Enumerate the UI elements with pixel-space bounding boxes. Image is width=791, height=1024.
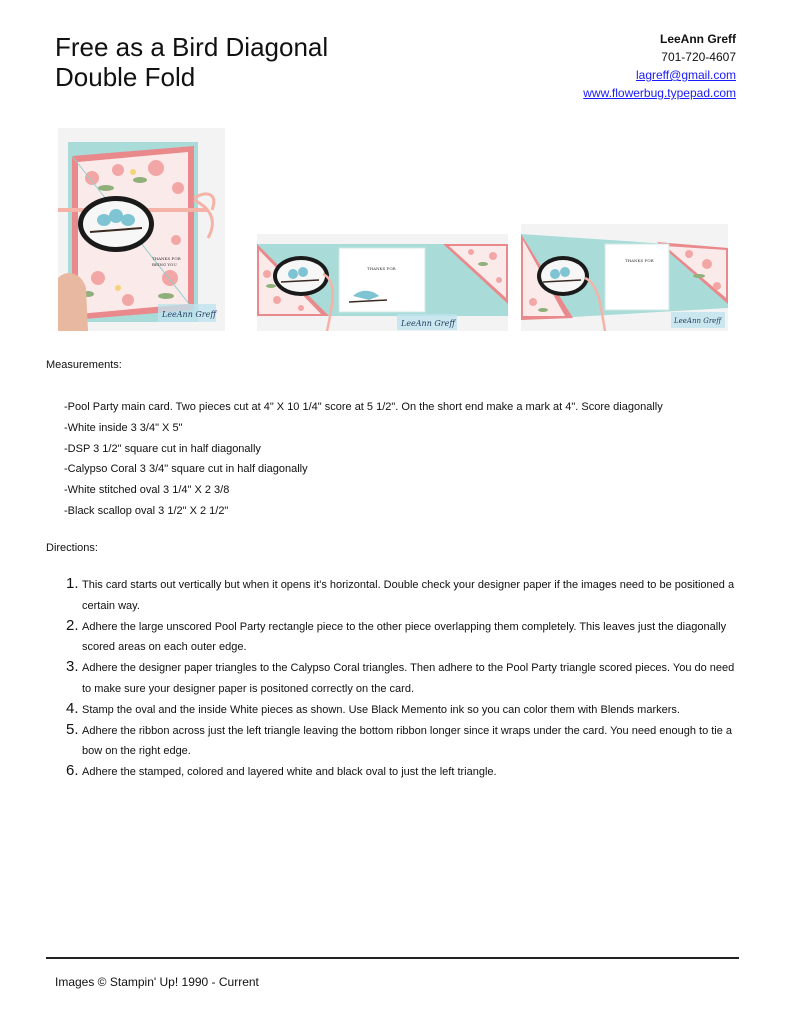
step-text: Adhere the stamped, colored and layered white and black oval to just the left triangle. [82, 766, 497, 779]
step-number: 5. [66, 720, 79, 738]
list-item [66, 617, 746, 659]
list-item: -White inside 3 3/4" X 5" [64, 421, 183, 434]
step-text: Adhere the ribbon across just the left triangle leaving the bottom ribbon longer since it wraps under the card. You need enough to tie a bow on the right edge. [82, 724, 733, 758]
step-number: 4. [66, 699, 79, 717]
svg-text:LeeAnn Greff: LeeAnn Greff [674, 317, 722, 325]
step-number: 6. [66, 762, 79, 780]
step-text: Adhere the large unscored Pool Party rectangle piece to the other piece overlapping them completely. This leaves just the diagonally scored areas on each outer edge. [82, 620, 727, 654]
contact-block [583, 30, 736, 102]
svg-text:LeeAnn Greff: LeeAnn Greff [162, 310, 217, 319]
email-link[interactable]: lagreff@gmail.com [636, 68, 736, 82]
step-text: This card starts out vertically but when it opens it's horizontal. Double check your designer paper if the images need to be positioned a certain way. [82, 579, 735, 612]
photo-card-closed [58, 128, 225, 331]
measurements-heading: Measurements: [46, 359, 122, 371]
list-item [66, 575, 746, 617]
website-link[interactable]: www.flowerbug.typepad.com [583, 86, 736, 100]
title-line-2: Double Fold [55, 62, 196, 92]
svg-text:THANKS FOR: THANKS FOR [625, 258, 654, 263]
list-item: -White stitched oval 3 1/4" X 2 3/8 [64, 484, 230, 497]
step-text: Stamp the oval and the inside White pieces as shown. Use Black Memento ink so you can color them with Blends markers. [82, 703, 680, 716]
list-item [66, 762, 746, 783]
author-name: LeeAnn Greff [659, 32, 736, 46]
document-title [55, 32, 328, 92]
svg-text:LeeAnn Greff: LeeAnn Greff [401, 319, 456, 328]
photo-card-open [257, 234, 508, 331]
phone-number: 701-720-4607 [661, 50, 736, 64]
list-item: -DSP 3 1/2" square cut in half diagonally [64, 442, 261, 455]
measurements-list [64, 397, 663, 522]
step-number: 3. [66, 658, 79, 676]
step-number: 2. [66, 616, 79, 634]
title-line-1: Free as a Bird Diagonal [55, 32, 329, 62]
step-number: 1. [66, 575, 79, 592]
footer-divider [46, 957, 739, 959]
svg-text:THANKS FOR: THANKS FOR [152, 256, 181, 261]
list-item: -Black scallop oval 3 1/2" X 2 1/2" [64, 504, 229, 517]
list-item: -Pool Party main card. Two pieces cut at 4" X 10 1/4" score at 5 1/2". On the short end make a mark at 4". Score diagonally [64, 401, 663, 413]
photo-card-open-angle [521, 224, 728, 331]
svg-text:THANKS FOR: THANKS FOR [367, 266, 396, 271]
svg-text:BEING YOU: BEING YOU [152, 262, 177, 267]
list-item [66, 658, 746, 700]
list-item [66, 700, 746, 721]
step-text: Adhere the designer paper triangles to the Calypso Coral triangles. Then adhere to the Pool Party triangle scored pieces. You do need to make sure your designer paper is positoned correctly on the card. [82, 662, 735, 695]
list-item: -Calypso Coral 3 3/4" square cut in half diagonally [64, 463, 308, 476]
list-item [66, 721, 746, 763]
directions-list [66, 575, 746, 783]
footer-copyright: Images © Stampin' Up! 1990 - Current [55, 975, 259, 989]
directions-heading: Directions: [46, 542, 98, 554]
